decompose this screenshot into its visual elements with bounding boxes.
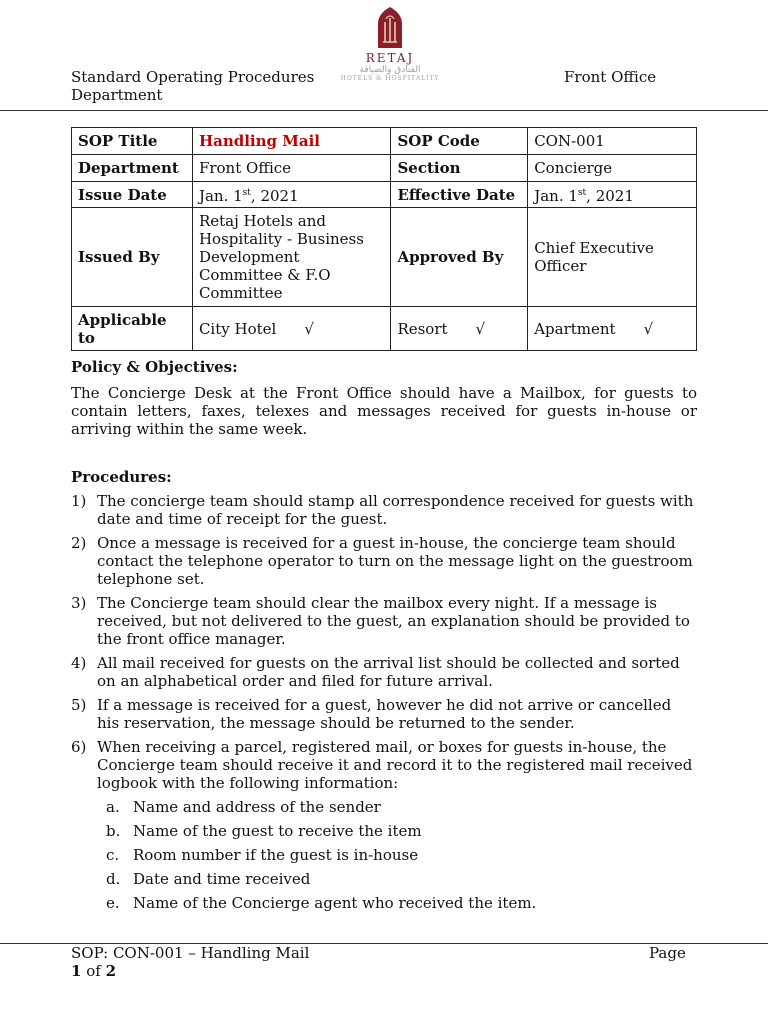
- policy-heading: Policy & Objectives:: [71, 358, 238, 376]
- sop-title-value: Handling Mail: [192, 128, 390, 155]
- list-item: [106, 846, 697, 864]
- applicable-apartment-name: Apartment: [534, 319, 616, 338]
- table-row: [72, 208, 697, 307]
- logo-arabic: الفنادق والضيافة: [359, 65, 421, 75]
- list-item: [106, 798, 697, 816]
- header-left: [71, 68, 341, 104]
- issue-date-day: Jan. 1: [198, 187, 243, 205]
- section-label: Section: [391, 155, 528, 182]
- applicable-label: Applicable to: [72, 307, 193, 351]
- list-item-text: When receiving a parcel, registered mail, or boxes for guests in-house, the Concierge team should receive it and record it to the registered mail received logbook with the following information:: [97, 738, 693, 792]
- applicable-resort-name: Resort: [397, 319, 448, 338]
- list-item-text: Name of the Concierge agent who received the item.: [133, 894, 537, 912]
- effective-date-value: [528, 182, 697, 208]
- list-item-text: Room number if the guest is in-house: [133, 846, 419, 864]
- issue-date-value: [192, 182, 390, 208]
- list-item-letter: c.: [106, 846, 120, 864]
- sop-info-table: [71, 127, 697, 351]
- list-item-number: 4): [71, 654, 87, 672]
- list-item-text: The concierge team should stamp all correspondence received for guests with date and time of receipt for the guest.: [97, 492, 694, 528]
- policy-text: The Concierge Desk at the Front Office should have a Mailbox, for guests to contain letters, faxes, telexes and messages received for guests in-house or arriving within the same week.: [71, 384, 697, 438]
- page-number: [71, 962, 309, 980]
- list-item: [71, 696, 697, 732]
- list-item-number: 2): [71, 534, 87, 552]
- applicable-apartment: [528, 307, 697, 351]
- list-item-text: Name and address of the sender: [133, 798, 381, 816]
- page-of: of: [86, 962, 101, 980]
- check-mark-icon: √: [304, 319, 314, 338]
- table-row: [72, 128, 697, 155]
- section-value: Concierge: [528, 155, 697, 182]
- effective-date-label: Effective Date: [391, 182, 528, 208]
- issue-date-year: , 2021: [250, 187, 299, 205]
- approved-by-value: Chief Executive Officer: [528, 208, 697, 307]
- list-item-letter: e.: [106, 894, 120, 912]
- list-item-number: 1): [71, 492, 87, 510]
- header-department-label: Department: [71, 86, 163, 104]
- sop-title-label: SOP Title: [72, 128, 193, 155]
- procedures-heading: Procedures:: [71, 468, 172, 486]
- applicable-city-hotel: [192, 307, 390, 351]
- list-item-text: The Concierge team should clear the mailbox every night. If a message is received, but not delivered to the guest, an explanation should be provided to the front office manager.: [97, 594, 690, 648]
- list-item-text: Name of the guest to receive the item: [133, 822, 422, 840]
- sop-body: [71, 358, 697, 918]
- department-label: Department: [72, 155, 193, 182]
- effective-date-day: Jan. 1: [534, 187, 578, 205]
- header-title: Standard Operating Procedures: [71, 68, 315, 86]
- approved-by-label: Approved By: [391, 208, 528, 307]
- sop-code-label: SOP Code: [391, 128, 528, 155]
- page-total: 2: [105, 962, 117, 980]
- list-item: [71, 654, 697, 690]
- footer-sop-reference: SOP: CON-001 – Handling Mail: [71, 944, 310, 962]
- table-row: [72, 155, 697, 182]
- list-item-text: Date and time received: [133, 870, 311, 888]
- check-mark-icon: √: [475, 319, 486, 338]
- list-item: [71, 738, 697, 912]
- list-item: [71, 594, 697, 648]
- check-mark-icon: √: [643, 319, 654, 338]
- issued-by-label: Issued By: [72, 208, 193, 307]
- effective-date-year: , 2021: [586, 187, 634, 205]
- logbook-info-list: [97, 798, 697, 912]
- list-item-letter: a.: [106, 798, 120, 816]
- page-current: 1: [71, 962, 82, 980]
- retaj-logo: [340, 6, 440, 83]
- list-item-letter: b.: [106, 822, 121, 840]
- table-row: [72, 307, 697, 351]
- list-item-number: 3): [71, 594, 87, 612]
- footer-page-label: Page: [649, 944, 686, 962]
- list-item: [106, 822, 697, 840]
- issue-date-label: Issue Date: [72, 182, 193, 208]
- logo-name: RETAJ: [365, 51, 415, 65]
- list-item-text: All mail received for guests on the arrival list should be collected and sorted on an alphabetical order and filed for future arrival.: [97, 654, 680, 690]
- header-divider: [0, 110, 768, 111]
- list-item: [71, 492, 697, 528]
- logo-subtitle: HOTELS & HOSPITALITY: [340, 75, 440, 82]
- list-item-number: 5): [71, 696, 87, 714]
- header-right: Front Office: [564, 68, 657, 86]
- applicable-resort: [391, 307, 528, 351]
- issue-date-suffix-sup: st: [242, 188, 251, 198]
- list-item: [106, 894, 697, 912]
- list-item-text: Once a message is received for a guest in-house, the concierge team should contact the telephone operator to turn on the message light on the guestroom telephone set.: [97, 534, 693, 588]
- list-item-number: 6): [71, 738, 87, 756]
- procedures-list: [71, 492, 697, 912]
- sop-code-value: CON-001: [528, 128, 697, 155]
- footer-left: [71, 944, 309, 980]
- list-item-letter: d.: [106, 870, 121, 888]
- list-item-text: If a message is received for a guest, however he did not arrive or cancelled his reservation, the message should be returned to the sender.: [97, 696, 672, 732]
- list-item: [106, 870, 697, 888]
- list-item: [71, 534, 697, 588]
- retaj-emblem-icon: [374, 6, 406, 50]
- applicable-city-hotel-name: City Hotel: [198, 319, 277, 338]
- effective-date-suffix-sup: st: [577, 188, 587, 198]
- issued-by-value: Retaj Hotels and Hospitality - Business Development Committee & F.O Committee: [192, 208, 390, 307]
- department-value: Front Office: [192, 155, 390, 182]
- table-row: [72, 182, 697, 208]
